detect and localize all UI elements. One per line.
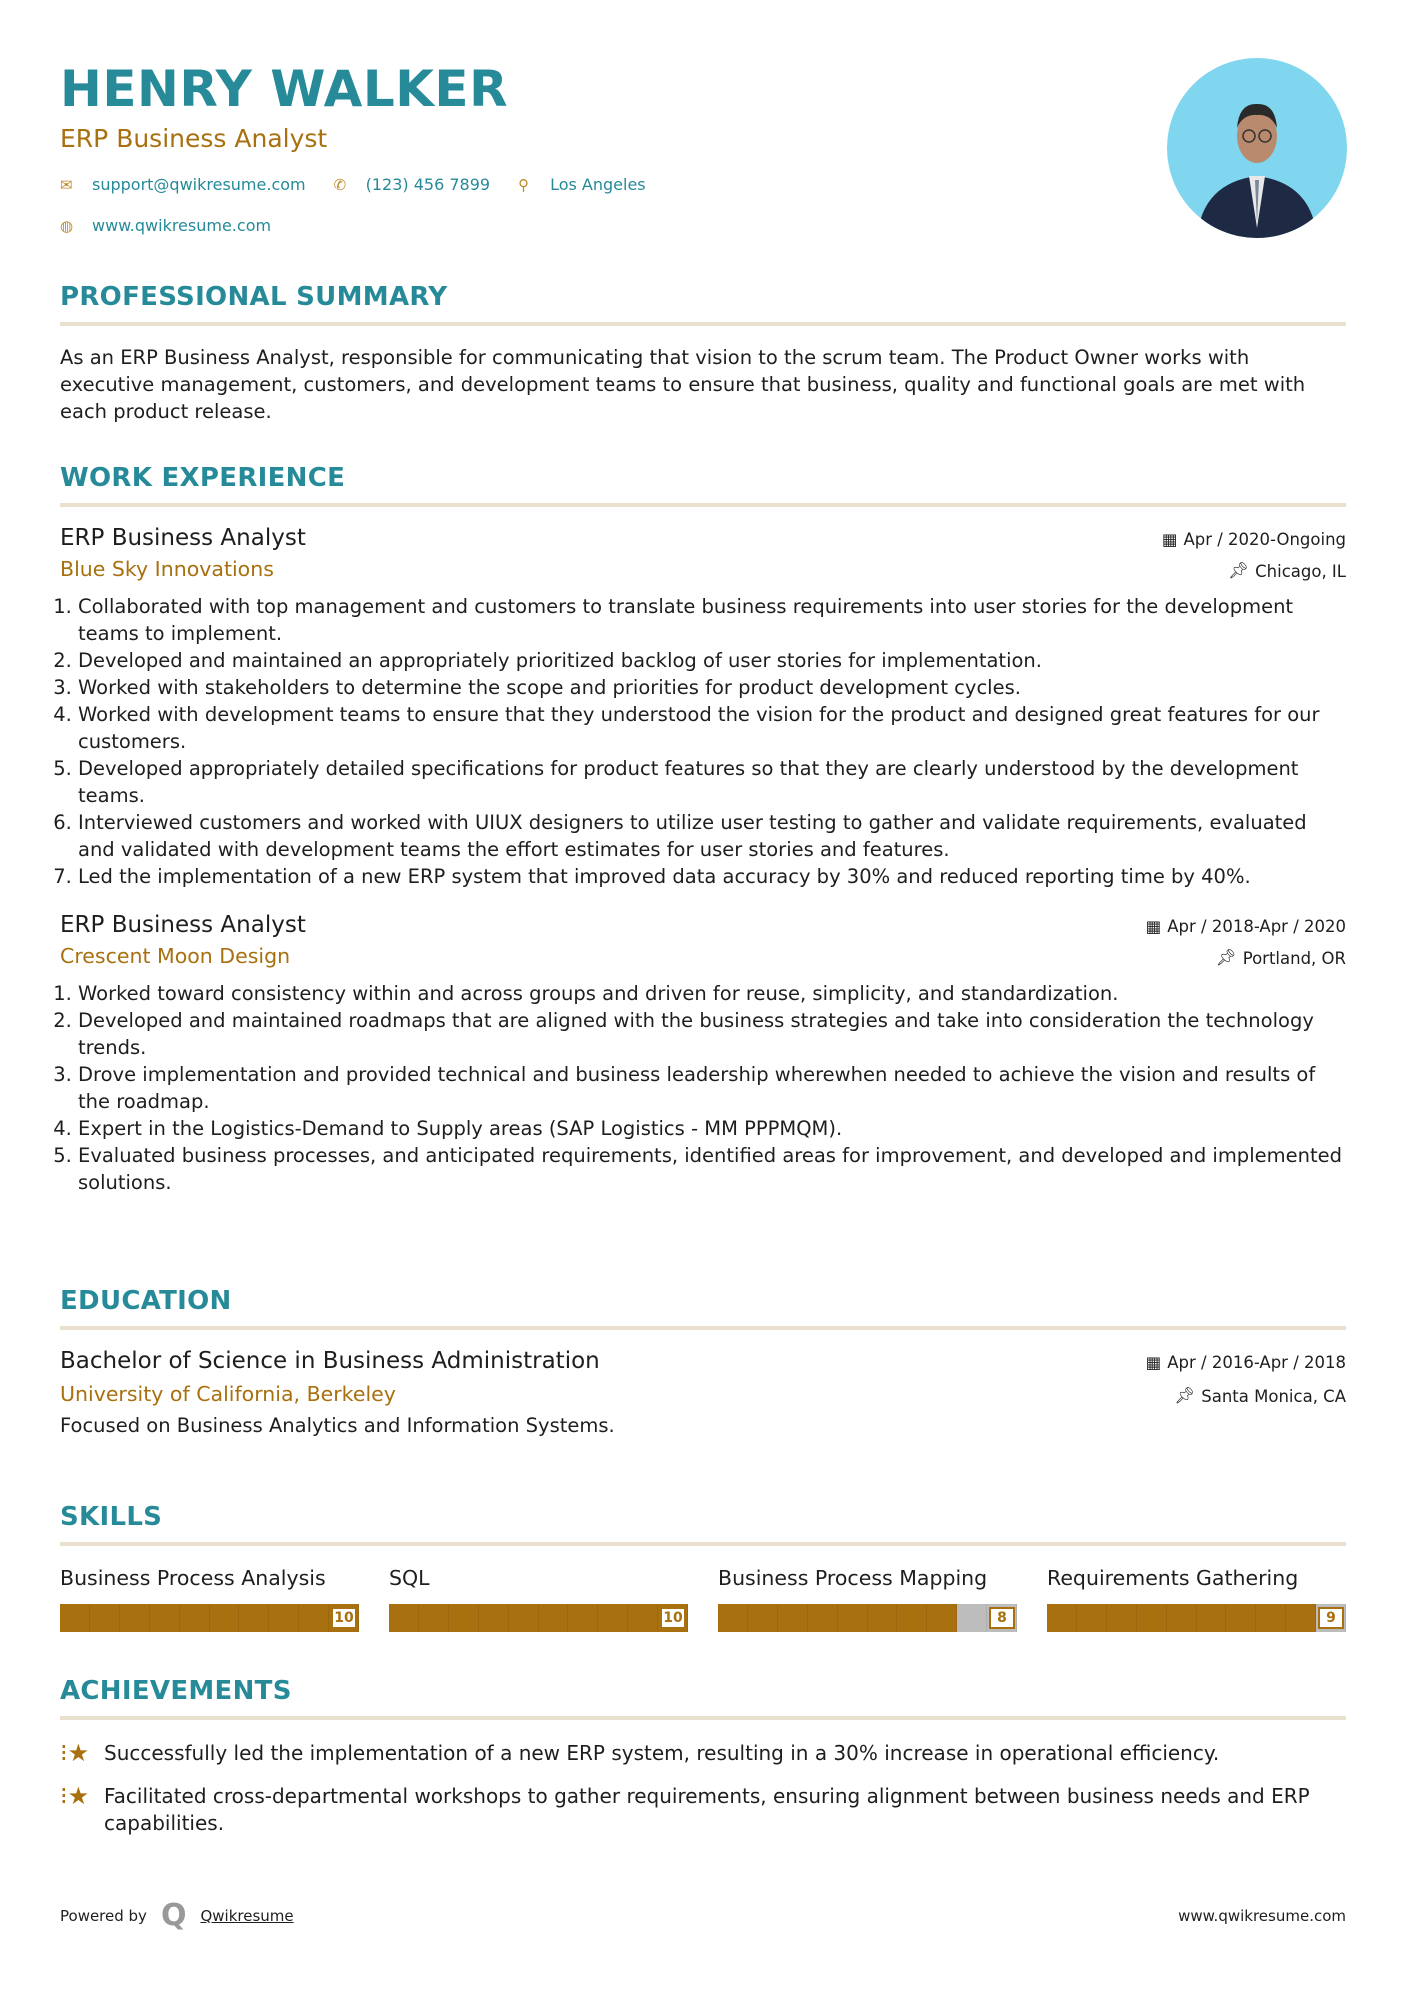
skill-bar-segment xyxy=(90,1604,120,1632)
achievement-item xyxy=(60,1783,1346,1837)
skill-bar-segment xyxy=(539,1604,569,1632)
skill-item xyxy=(60,1566,359,1632)
skill-name: Business Process Analysis xyxy=(60,1566,326,1590)
skill-bar-segment xyxy=(868,1604,898,1632)
company-name: Crescent Moon Design xyxy=(60,944,291,968)
phone-text: (123) 456 7899 xyxy=(365,175,491,194)
calendar-icon: ▦ xyxy=(1161,530,1178,549)
skill-bar-segment xyxy=(718,1604,748,1632)
section-heading: SKILLS xyxy=(60,1502,163,1532)
job-entry xyxy=(60,525,1346,890)
section-heading: EDUCATION xyxy=(60,1286,232,1316)
star-icon: ⁝★ xyxy=(60,1782,90,1810)
qwikresume-link[interactable]: Qwikresume xyxy=(200,1906,294,1925)
job-bullet: 5. Developed appropriately detailed specifications for product features so that they are clearly understood by the development teams. xyxy=(78,755,1346,809)
divider xyxy=(60,1716,1346,1720)
job-bullet: 4. Worked with development teams to ensure that they understood the vision for the product and designed great features for our customers. xyxy=(78,701,1346,755)
skill-bar-segment xyxy=(957,1604,987,1632)
skill-bar-segment xyxy=(568,1604,598,1632)
skill-bar-segment xyxy=(778,1604,808,1632)
skill-bar-segment xyxy=(449,1604,479,1632)
skill-bar-segment xyxy=(838,1604,868,1632)
globe-icon: ◍ xyxy=(60,216,74,235)
achievement-text: Facilitated cross-departmental workshops to gather requirements, ensuring alignment between business needs and ERP capabilities. xyxy=(104,1784,1310,1835)
skill-bar-segment xyxy=(60,1604,90,1632)
divider xyxy=(60,503,1346,507)
qwikresume-logo-icon: Q xyxy=(160,1898,187,1933)
job-dates: Apr / 2020-Ongoing xyxy=(1183,530,1346,549)
job-bullet: 5. Evaluated business processes, and anticipated requirements, identified areas for improvement, and developed and implemented solutions. xyxy=(78,1142,1346,1196)
skill-level-bar xyxy=(60,1604,359,1632)
job-bullet: 3. Worked with stakeholders to determine the scope and priorities for product development cycles. xyxy=(78,674,1346,701)
summary-section xyxy=(60,282,1346,425)
pin-icon: 📌︎ xyxy=(1174,1386,1196,1405)
job-bullet: 6. Interviewed customers and worked with UIUX designers to utilize user testing to gather and validate requirements, evaluated and validated with development teams the effort estimates for user stories and features. xyxy=(78,809,1346,863)
skill-bar-segment xyxy=(808,1604,838,1632)
education-section xyxy=(60,1286,1346,1439)
skill-level-value: 10 xyxy=(331,1607,357,1629)
degree: Bachelor of Science in Business Administration xyxy=(60,1348,600,1374)
education-location: Santa Monica, CA xyxy=(1201,1386,1346,1406)
skill-bar-segment xyxy=(628,1604,658,1632)
skill-bar-segment xyxy=(927,1604,957,1632)
divider xyxy=(60,1542,1346,1546)
job-location: Chicago, IL xyxy=(1255,561,1346,581)
skill-level-bar xyxy=(1047,1604,1346,1632)
skill-bar-segment xyxy=(419,1604,449,1632)
website-row xyxy=(60,216,1346,235)
skill-bar-segment xyxy=(1137,1604,1167,1632)
skill-bar-segment xyxy=(1107,1604,1137,1632)
job-location: Portland, OR xyxy=(1242,948,1346,968)
skill-level-value: 10 xyxy=(660,1607,686,1629)
skill-name: SQL xyxy=(389,1566,430,1590)
section-heading: PROFESSIONAL SUMMARY xyxy=(60,282,448,312)
job-entry xyxy=(60,912,1346,1196)
skill-bar-segment xyxy=(748,1604,778,1632)
section-heading: ACHIEVEMENTS xyxy=(60,1676,292,1706)
contact-row xyxy=(60,175,1346,194)
divider xyxy=(60,1326,1346,1330)
achievement-item xyxy=(60,1740,1346,1767)
skill-item xyxy=(718,1566,1017,1632)
skill-item xyxy=(1047,1566,1346,1632)
star-icon: ⁝★ xyxy=(60,1739,90,1767)
skill-bar-segment xyxy=(150,1604,180,1632)
skill-item xyxy=(389,1566,688,1632)
job-bullet: 4. Expert in the Logistics-Demand to Supply areas (SAP Logistics - MM PPPMQM). xyxy=(78,1115,1346,1142)
skill-level-value: 9 xyxy=(1318,1607,1344,1629)
skill-bar-segment xyxy=(269,1604,299,1632)
skill-bar-segment xyxy=(210,1604,240,1632)
skill-bar-segment xyxy=(180,1604,210,1632)
job-bullet: 1. Collaborated with top management and customers to translate business requirements into user stories for the development teams to implement. xyxy=(78,593,1346,647)
skill-bar-segment xyxy=(509,1604,539,1632)
divider xyxy=(60,322,1346,326)
map-pin-icon: ⚲ xyxy=(518,175,530,194)
job-bullet: 1. Worked toward consistency within and across groups and driven for reuse, simplicity, and standardization. xyxy=(78,980,1346,1007)
skill-bar-segment xyxy=(239,1604,269,1632)
achievements-section xyxy=(60,1676,1346,1853)
school: University of California, Berkeley xyxy=(60,1382,396,1406)
job-title: ERP Business Analyst xyxy=(60,912,306,938)
powered-by-label: Powered by xyxy=(60,1906,147,1925)
skill-name: Requirements Gathering xyxy=(1047,1566,1299,1590)
skill-name: Business Process Mapping xyxy=(718,1566,988,1590)
company-name: Blue Sky Innovations xyxy=(60,557,274,581)
education-description: Focused on Business Analytics and Information Systems. xyxy=(60,1414,615,1437)
skill-bar-segment xyxy=(299,1604,329,1632)
skill-bar-segment xyxy=(1197,1604,1227,1632)
summary-text: As an ERP Business Analyst, responsible for communicating that vision to the scrum team. The Product Owner works with executive management, customers, and development teams to ensure that business, quality and functional goals are met with each product release. xyxy=(60,346,1306,423)
skill-bar-segment xyxy=(1077,1604,1107,1632)
skill-level-bar xyxy=(389,1604,688,1632)
job-title: ERP Business Analyst xyxy=(60,525,306,551)
skill-bar-segment xyxy=(1256,1604,1286,1632)
email-link[interactable]: support@qwikresume.com xyxy=(92,175,306,194)
job-bullet: 2. Developed and maintained an appropriately prioritized backlog of user stories for implementation. xyxy=(78,647,1346,674)
job-bullet: 7. Led the implementation of a new ERP system that improved data accuracy by 30% and reduced reporting time by 40%. xyxy=(78,863,1346,890)
skill-bar-segment xyxy=(1047,1604,1077,1632)
section-heading: WORK EXPERIENCE xyxy=(60,463,346,493)
skill-bar-segment xyxy=(120,1604,150,1632)
pin-icon: 📌︎ xyxy=(1228,561,1250,580)
skill-bar-segment xyxy=(897,1604,927,1632)
job-dates: Apr / 2018-Apr / 2020 xyxy=(1167,917,1346,936)
skill-bar-segment xyxy=(1286,1604,1316,1632)
candidate-name: HENRY WALKER xyxy=(60,60,509,118)
envelope-icon: ✉ xyxy=(60,175,73,194)
candidate-title: ERP Business Analyst xyxy=(60,124,328,153)
skill-level-bar xyxy=(718,1604,1017,1632)
skill-bar-segment xyxy=(1226,1604,1256,1632)
website-link[interactable]: www.qwikresume.com xyxy=(92,216,272,235)
skill-level-value: 8 xyxy=(989,1607,1015,1629)
footer xyxy=(60,1898,1346,1933)
skill-bar-segment xyxy=(1167,1604,1197,1632)
location-text: Los Angeles xyxy=(550,175,646,194)
calendar-icon: ▦ xyxy=(1145,1353,1162,1372)
achievement-text: Successfully led the implementation of a new ERP system, resulting in a 30% increase in operational efficiency. xyxy=(104,1741,1220,1765)
job-bullet: 3. Drove implementation and provided technical and business leadership wherewhen needed to achieve the vision and results of the roadmap. xyxy=(78,1061,1346,1115)
experience-section xyxy=(60,463,1346,1196)
header xyxy=(60,60,1346,235)
job-bullet: 2. Developed and maintained roadmaps that are aligned with the business strategies and take into consideration the technology trends. xyxy=(78,1007,1346,1061)
skill-bar-segment xyxy=(389,1604,419,1632)
skill-bar-segment xyxy=(598,1604,628,1632)
phone-icon: ✆ xyxy=(333,175,347,194)
skills-section xyxy=(60,1502,1346,1632)
calendar-icon: ▦ xyxy=(1145,917,1162,936)
avatar xyxy=(1167,58,1347,238)
pin-icon: 📌︎ xyxy=(1215,948,1237,967)
education-dates: Apr / 2016-Apr / 2018 xyxy=(1167,1353,1346,1372)
skill-bar-segment xyxy=(479,1604,509,1632)
footer-website[interactable]: www.qwikresume.com xyxy=(1178,1906,1346,1925)
